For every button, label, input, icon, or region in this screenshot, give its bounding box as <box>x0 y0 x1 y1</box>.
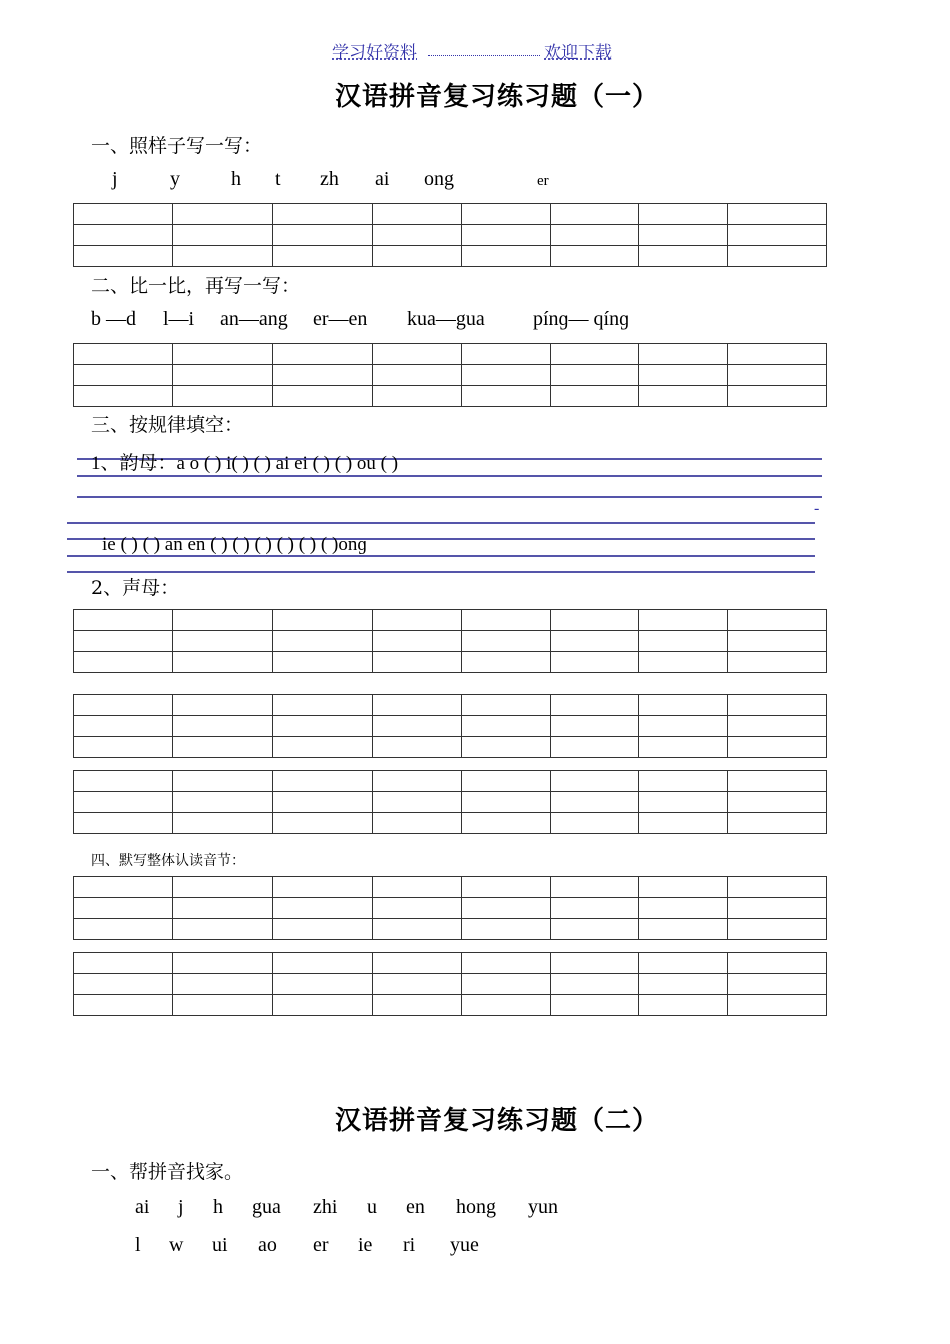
ex2-row1-item: yun <box>528 1196 558 1218</box>
writing-grid-5[interactable] <box>73 770 827 834</box>
header-right-link[interactable]: 欢迎下载 <box>544 43 612 63</box>
header-left-link[interactable]: 学习好资料 <box>332 43 417 63</box>
q2-item: kua—gua <box>407 308 485 330</box>
ex2-row2-item: w <box>169 1234 184 1256</box>
ex2-row2-item: ao <box>258 1234 277 1256</box>
q2-item: an—ang <box>220 308 288 330</box>
q1-item: ong <box>424 168 454 190</box>
ex2-row2-item: l <box>135 1234 141 1256</box>
q4-label: 四、默写整体认读音节： <box>91 853 245 869</box>
q3-line1: 1、韵母：a o ( ) i( ) ( ) ai ei ( ) ( ) ou ( ) <box>91 453 399 474</box>
q3-dash: - <box>814 500 820 517</box>
q2-label: 二、比一比，再写一写： <box>91 275 301 297</box>
ex2-row2-item: ui <box>212 1234 228 1256</box>
header-dotted-line <box>428 55 540 56</box>
ruled-line <box>77 475 822 477</box>
ex2-row1-item: h <box>213 1196 223 1218</box>
q3-sub2-label: 2、声母： <box>91 577 180 599</box>
ex2-row1-item: ai <box>135 1196 150 1218</box>
writing-grid-3[interactable] <box>73 609 827 673</box>
ruled-line <box>77 496 822 498</box>
writing-grid-4[interactable] <box>73 694 827 758</box>
ex2-row1-item: en <box>406 1196 425 1218</box>
q1-item: zh <box>320 168 339 190</box>
q1-item: h <box>231 168 241 190</box>
ex2-row1-item: u <box>367 1196 377 1218</box>
q2-item: b —d <box>91 308 136 330</box>
ex2-row1-item: hong <box>456 1196 496 1218</box>
exercise2-title: 汉语拼音复习练习题（二） <box>335 1106 660 1136</box>
writing-grid-6[interactable] <box>73 876 827 940</box>
writing-grid-7[interactable] <box>73 952 827 1016</box>
ex2-row2-item: yue <box>450 1234 479 1256</box>
q2-item: pínɡ— qínɡ <box>533 308 630 330</box>
q2-item: er—en <box>313 308 368 330</box>
ruled-line <box>67 571 815 573</box>
writing-grid-2[interactable] <box>73 343 827 407</box>
ex2-row2-item: er <box>313 1234 329 1256</box>
q3-label: 三、按规律填空： <box>91 414 244 436</box>
exercise1-title: 汉语拼音复习练习题（一） <box>335 82 660 112</box>
q1-item: t <box>275 168 281 190</box>
ex2-row1-item: zhi <box>313 1196 338 1218</box>
ruled-line <box>67 522 815 524</box>
ex2-q1-label: 一、帮拼音找家。 <box>91 1161 244 1183</box>
ex2-row1-item: gua <box>252 1196 281 1218</box>
ex2-row1-item: j <box>178 1196 184 1218</box>
ex2-row2-item: ie <box>358 1234 373 1256</box>
q1-item: ai <box>375 168 390 190</box>
q1-item: er <box>537 173 549 189</box>
q1-label: 一、照样子写一写： <box>91 135 263 157</box>
ex2-row2-item: ri <box>403 1234 416 1256</box>
writing-grid-1[interactable] <box>73 203 827 267</box>
q1-item: j <box>112 168 118 190</box>
q1-item: y <box>170 168 180 190</box>
q2-item: l—i <box>163 308 195 330</box>
q3-line2: ie ( ) ( ) an en ( ) ( ) ( ) ( ) ( ) ( )onɡ <box>102 534 367 555</box>
